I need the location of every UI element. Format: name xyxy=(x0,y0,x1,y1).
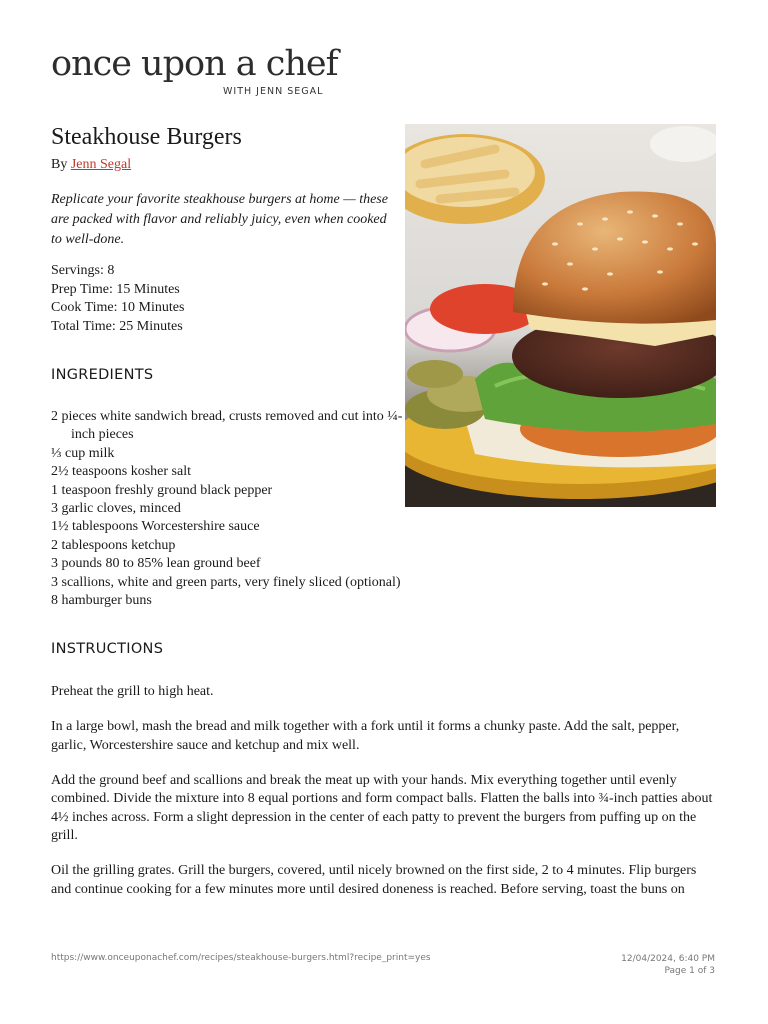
prep-time: Prep Time: 15 Minutes xyxy=(51,281,180,297)
list-item: 2 tablespoons ketchup xyxy=(51,537,176,553)
burger-photo xyxy=(405,124,716,507)
instruction-step: In a large bowl, mash the bread and milk together with a fork until it forms a chunky paste. Add the salt, pepper, garlic, Worcestershire sauce and ketchup and mix well. xyxy=(51,719,680,753)
list-item: 3 scallions, white and green parts, very finely sliced (optional) xyxy=(51,574,401,590)
ingredients-heading: INGREDIENTS xyxy=(51,367,154,383)
instruction-step: Oil the grilling grates. Grill the burgers, covered, until nicely browned on the first side, 2 to 4 minutes. Flip burgers and continue cooking for a few minutes more until desired doneness is reached. Before serving, toast the buns on xyxy=(51,863,697,897)
list-item: 1½ tablespoons Worcestershire sauce xyxy=(51,519,260,535)
footer-url: https://www.onceuponachef.com/recipes/steakhouse-burgers.html?recipe_print=yes xyxy=(51,953,431,963)
instructions-list xyxy=(51,683,716,916)
burger-illustration xyxy=(405,124,716,507)
recipe-title: Steakhouse Burgers xyxy=(51,124,242,150)
logo-wordmark: once upon a chef xyxy=(51,44,338,84)
instructions-heading: INSTRUCTIONS xyxy=(51,641,164,657)
author-link[interactable]: Jenn Segal xyxy=(70,157,132,172)
cook-time: Cook Time: 10 Minutes xyxy=(51,300,185,315)
list-item: ⅓ cup milk xyxy=(51,445,115,461)
instruction-step: Preheat the grill to high heat. xyxy=(51,684,214,699)
recipe-meta xyxy=(51,262,184,336)
total-time: Total Time: 25 Minutes xyxy=(51,318,183,334)
instruction-step: Add the ground beef and scallions and break the meat up with your hands. Mix everything together until evenly combined. Divide the mixture into 8 equal portions and form compact balls. Flatten the balls into ¾-inch patties about 4½ inches across. Form a slight depression in the center of each patty to prevent the burgers from puffing up on the grill. xyxy=(51,772,713,843)
list-item: 2½ teaspoons kosher salt xyxy=(51,464,191,480)
ingredients-list xyxy=(51,408,421,610)
list-item: 1 teaspoon freshly ground black pepper xyxy=(51,482,273,498)
recipe-summary: Replicate your favorite steakhouse burgers at home — these are packed with flavor and reliably juicy, even when cooked to well-done. xyxy=(51,192,388,247)
logo-tagline: WITH JENN SEGAL xyxy=(223,86,324,97)
byline-prefix: By xyxy=(51,157,71,172)
site-logo[interactable] xyxy=(51,44,338,97)
recipe-byline xyxy=(51,157,131,173)
footer-meta xyxy=(621,953,715,977)
page-number: Page 1 of 3 xyxy=(664,966,715,976)
list-item: 3 pounds 80 to 85% lean ground beef xyxy=(51,556,261,572)
list-item: 8 hamburger buns xyxy=(51,593,152,609)
list-item: 2 pieces white sandwich bread, crusts removed and cut into ¼-inch pieces xyxy=(51,409,403,443)
servings: Servings: 8 xyxy=(51,263,115,278)
list-item: 3 garlic cloves, minced xyxy=(51,501,181,517)
print-date: 12/04/2024, 6:40 PM xyxy=(621,954,715,964)
